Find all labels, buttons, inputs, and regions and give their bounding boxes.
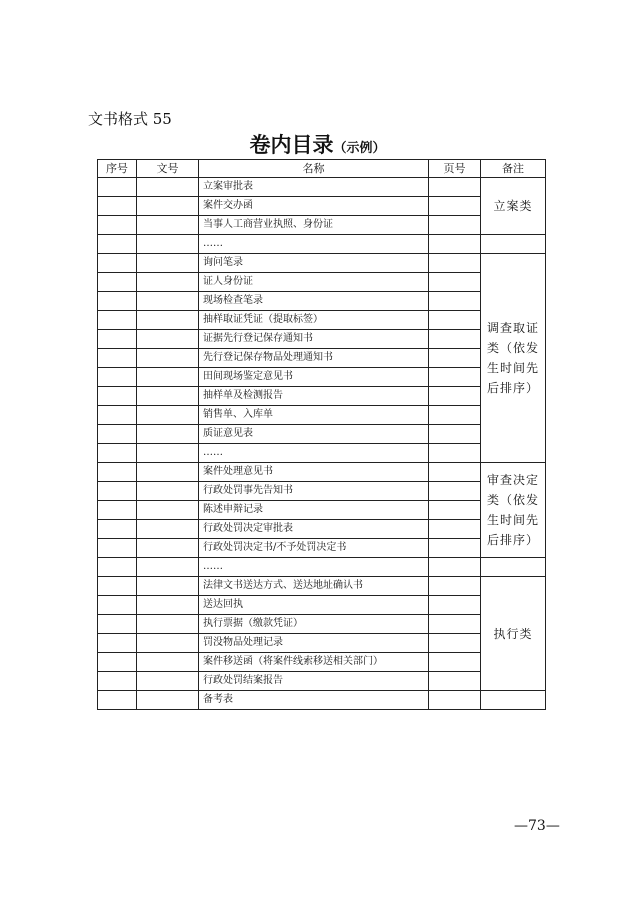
table-row: [98, 406, 546, 425]
table-header-row: [98, 160, 546, 178]
header-remark: 备注: [481, 160, 546, 178]
row-name: 田间现场鉴定意见书: [199, 368, 429, 387]
row-name: 质证意见表: [199, 425, 429, 444]
table-row: [98, 216, 546, 235]
row-name: 行政处罚结案报告: [199, 672, 429, 691]
row-name: 抽样取证凭证（提取标签）: [199, 311, 429, 330]
row-name: 法律文书送达方式、送达地址确认书: [199, 577, 429, 596]
header-doc-number: 文号: [137, 160, 199, 178]
row-name: 陈述申辩记录: [199, 501, 429, 520]
row-name: 当事人工商营业执照、身份证: [199, 216, 429, 235]
table-row: [98, 349, 546, 368]
header-page: 页号: [429, 160, 481, 178]
table-row: [98, 577, 546, 596]
table-row: [98, 178, 546, 197]
table-row: [98, 558, 546, 577]
remark-execution: 执行类: [481, 577, 546, 691]
header-serial: 序号: [98, 160, 137, 178]
table-row: [98, 615, 546, 634]
catalog-table: [97, 159, 546, 710]
row-name: 行政处罚决定审批表: [199, 520, 429, 539]
table-row: [98, 273, 546, 292]
row-name: 罚没物品处理记录: [199, 634, 429, 653]
table-row: [98, 311, 546, 330]
row-name: 现场检查笔录: [199, 292, 429, 311]
table-row: [98, 691, 546, 710]
table-row: [98, 387, 546, 406]
table-row: [98, 197, 546, 216]
form-code: 文书格式 55: [88, 110, 172, 128]
table-row: [98, 596, 546, 615]
row-name: 行政处罚决定书/不予处罚决定书: [199, 539, 429, 558]
row-name: 先行登记保存物品处理通知书: [199, 349, 429, 368]
table-row: [98, 463, 546, 482]
row-name: ……: [199, 444, 429, 463]
row-name: 销售单、入库单: [199, 406, 429, 425]
row-name: 执行票据（缴款凭证）: [199, 615, 429, 634]
table-row: [98, 653, 546, 672]
remark-review: 审查决定类（依发生时间先后排序）: [481, 463, 546, 558]
row-name: 抽样单及检测报告: [199, 387, 429, 406]
row-name: 行政处罚事先告知书: [199, 482, 429, 501]
table-row: [98, 482, 546, 501]
page-number: —73—: [514, 818, 560, 834]
row-name: 证人身份证: [199, 273, 429, 292]
table-row: [98, 292, 546, 311]
table-row: [98, 235, 546, 254]
row-name: 案件移送函（将案件线索移送相关部门）: [199, 653, 429, 672]
table-row: [98, 368, 546, 387]
header-name: 名称: [199, 160, 429, 178]
row-name: 证据先行登记保存通知书: [199, 330, 429, 349]
row-name: ……: [199, 235, 429, 254]
row-name: 送达回执: [199, 596, 429, 615]
row-name: 案件处理意见书: [199, 463, 429, 482]
row-name: 备考表: [199, 691, 429, 710]
table-row: [98, 444, 546, 463]
table-row: [98, 330, 546, 349]
row-name: ……: [199, 558, 429, 577]
remark-filing: 立案类: [481, 178, 546, 235]
title-main: 卷内目录: [249, 132, 334, 157]
table-row: [98, 634, 546, 653]
table-row: [98, 672, 546, 691]
table-row: [98, 425, 546, 444]
row-name: 询问笔录: [199, 254, 429, 273]
title-sub: （示例）: [333, 141, 386, 156]
table-row: [98, 520, 546, 539]
document-title: [0, 133, 635, 161]
row-name: 立案审批表: [199, 178, 429, 197]
table-row: [98, 254, 546, 273]
table-row: [98, 501, 546, 520]
remark-investigation: 调查取证类（依发生时间先后排序）: [481, 254, 546, 463]
table-row: [98, 539, 546, 558]
row-name: 案件交办函: [199, 197, 429, 216]
